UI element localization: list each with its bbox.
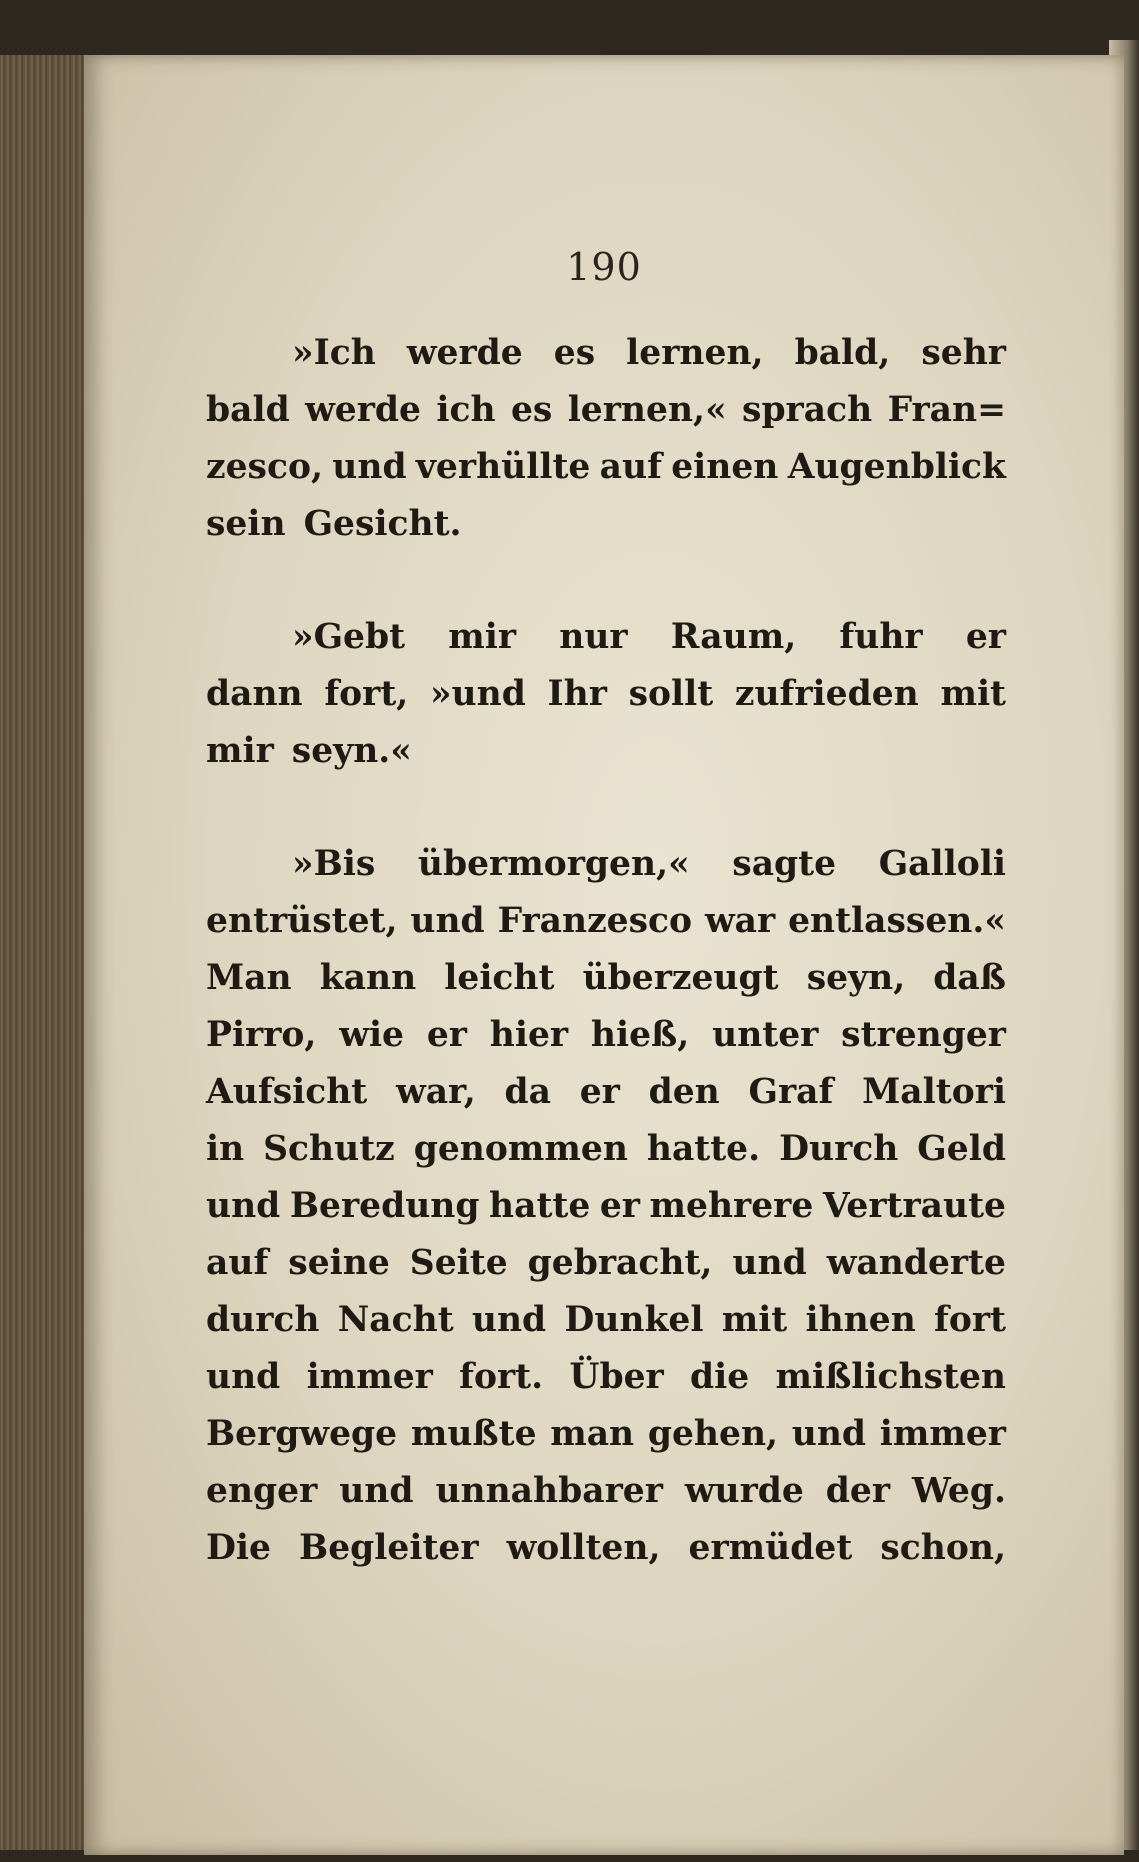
text-line: und immer fort. Über die mißlichsten [206, 1357, 1006, 1397]
paragraph-gap [206, 780, 1006, 836]
text-line: und Beredung hatte er mehrere Vertraute [206, 1186, 1006, 1226]
text-line: in Schutz genommen hatte. Durch Geld [206, 1129, 1006, 1169]
text-line: zesco, und verhüllte auf einen Augenblick [206, 447, 1006, 487]
text-line: Man kann leicht überzeugt seyn, daß [206, 958, 1006, 998]
text-line: mir seyn.« [206, 731, 412, 771]
text-line: bald werde ich es lernen,« sprach Fran= [206, 390, 1006, 430]
text-line: sein Gesicht. [206, 504, 462, 544]
text-line: enger und unnahbarer wurde der Weg. [206, 1471, 1006, 1511]
page-number: 190 [566, 245, 642, 289]
page-stack-edge-left [0, 55, 88, 1850]
text-line: »Bis übermorgen,« sagte Galloli [292, 844, 1006, 884]
text-line: auf seine Seite gebracht, und wanderte [206, 1243, 1006, 1283]
text-line: Pirro, wie er hier hieß, unter strenger [206, 1015, 1006, 1055]
paragraph [206, 325, 1006, 553]
paragraph-gap [206, 553, 1006, 609]
text-line: Die Begleiter wollten, ermüdet schon, [206, 1528, 1006, 1568]
text-line: dann fort, »und Ihr sollt zufrieden mit [206, 674, 1006, 714]
text-line: Bergwege mußte man gehen, und immer [206, 1414, 1006, 1454]
text-line: Aufsicht war, da er den Graf Maltori [206, 1072, 1006, 1112]
text-line: entrüstet, und Franzesco war entlassen.« [206, 901, 1006, 941]
text-line: »Gebt mir nur Raum, fuhr er [292, 617, 1006, 657]
text-line: »Ich werde es lernen, bald, sehr [292, 333, 1006, 373]
text-line: durch Nacht und Dunkel mit ihnen fort [206, 1300, 1006, 1340]
page-body-text [206, 325, 1006, 1577]
paragraph [206, 609, 1006, 780]
paragraph [206, 836, 1006, 1577]
